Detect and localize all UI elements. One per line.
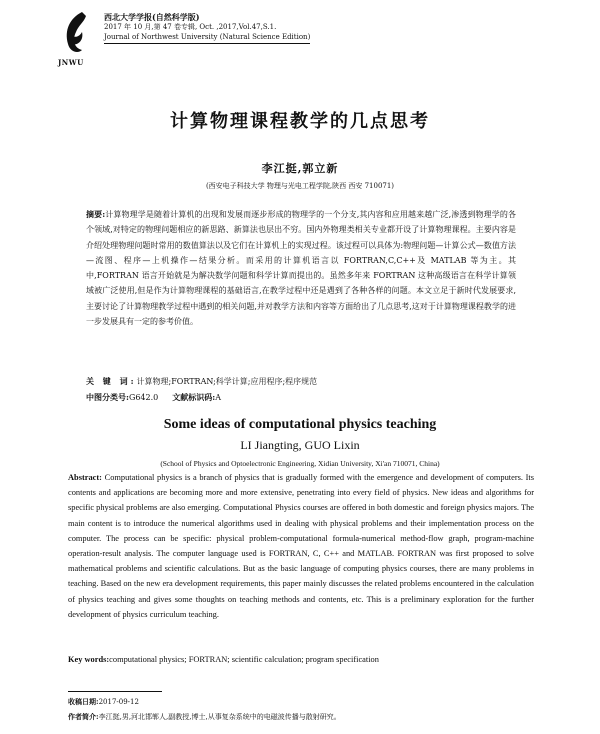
keywords-en — [68, 652, 534, 667]
abstract-en — [68, 470, 534, 622]
keywords-cn — [86, 374, 516, 389]
footnote-bio — [68, 712, 341, 722]
abstract-en-label: Abstract: — [68, 473, 102, 482]
keywords-cn-label: 关 键 词: — [86, 376, 137, 386]
title-en: Some ideas of computational physics teaching — [163, 417, 437, 432]
abstract-en-text: Computational physics is a branch of physics that is gradually formed with the emergence and development of computers. Its contents and applications are becoming more and more extensive, penetrating into every field of physics. New ideas and algorithms for specific physical problems are also emerging. Computational Physics courses are offered in both domestic and foreign physics majors. The main content is to introduce the numerical algorithms used in dealing with physical problems and their implementation process on the computer. The process can be specific: physical problem-computational formula-numerical method-flow graph, program-machine operation-result analysis. The computer language used is FORTRAN, C, C++ and MATLAB. FORTRAN was first proposed to solve mathematical problems and scientific calculations. But as the basic language of computing physics courses, there are many problems in teaching. Based on the new era development requirements, this paper mainly discusses the related problems encountered in the calculation of physics teaching and gives some thoughts on teaching methods and contents, etc. This is a preliminary exploration for the further development of physics curriculum teaching. — [68, 473, 535, 619]
bio-value: 李江挺,男,河北邯郸人,副教授,博士,从事复杂系统中的电磁波传播与散射研究。 — [98, 713, 341, 721]
issue-line: 2017 年 10 月,第 47 卷专辑, Oct. ,2017,Vol.47,S.1. — [104, 23, 277, 31]
journal-logo-text: JNWU — [58, 58, 84, 67]
journal-header — [104, 12, 310, 44]
abstract-cn-text: 计算物理学是随着计算机的出现和发展而逐步形成的物理学的一个分支,其内容和应用越来越广泛,渗透到物理学的各个领域,对特定的物理问题相应的新思路、新算法也层出不穷。国内外物理类相关专业都开设了计算物理课程。主要内容是介绍处理物理问题时常用的数值算法以及它们在计算机上的实现过程。该过程可以具体为:物理问题—计算公式—数值方法—流图、程序—上机操作—结果分析。而采用的计算机语言以 FORTRAN,C,C++及 MATLAB 等为主。其中,FORTRAN 语言开始就是为解决数学问题和科学计算而提出的。虽然多年来 FORTRAN 这种高级语言在科学计算领域被广泛使用,但是作为计算物理课程的基础语言,在教学过程中还是遇到了各种各样的问题。本文立足于新时代发展要求,主要讨论了计算物理教学过程中遇到的相关问题,并对教学方法和内容等方面给出了几点思考,这对于计算物理课程教学的进一步发展具有一定的参考价值。 — [86, 210, 517, 327]
bio-label: 作者简介: — [68, 712, 99, 721]
authors-cn: 李江挺,郭立新 — [261, 162, 339, 175]
abstract-cn-label: 摘要: — [86, 209, 106, 219]
abstract-cn — [86, 207, 516, 329]
authors-en: LI Jiangting, GUO Lixin — [240, 438, 360, 452]
footnote-divider — [68, 691, 162, 692]
keywords-en-text: computational physics; FORTRAN; scientific calculation; program specification — [109, 655, 379, 664]
received-value: 2017-09-12 — [98, 698, 139, 706]
journal-name-en: Journal of Northwest University (Natural Science Edition) — [104, 32, 310, 44]
doc-code-value: A — [215, 393, 221, 402]
doc-code-label: 文献标识码: — [172, 392, 216, 402]
classification-line — [86, 390, 516, 405]
affiliation-en: (School of Physics and Optoelectronic Engineering, Xidian University, Xi'an 710071, China) — [160, 459, 440, 468]
keywords-en-label: Key words: — [68, 655, 110, 664]
title-cn: 计算物理课程教学的几点思考 — [170, 111, 430, 132]
journal-name-cn: 西北大学学报(自然科学版) — [104, 12, 200, 22]
affiliation-cn: (西安电子科技大学 物理与光电工程学院,陕西 西安 710071) — [205, 182, 395, 190]
clc-label: 中图分类号: — [86, 392, 129, 402]
received-label: 收稿日期: — [68, 697, 99, 706]
keywords-cn-text: 计算物理;FORTRAN;科学计算;应用程序;程序规范 — [136, 377, 318, 386]
journal-logo-icon — [62, 10, 88, 56]
footnote-received — [68, 697, 139, 707]
clc-value: G642.0 — [128, 393, 159, 402]
